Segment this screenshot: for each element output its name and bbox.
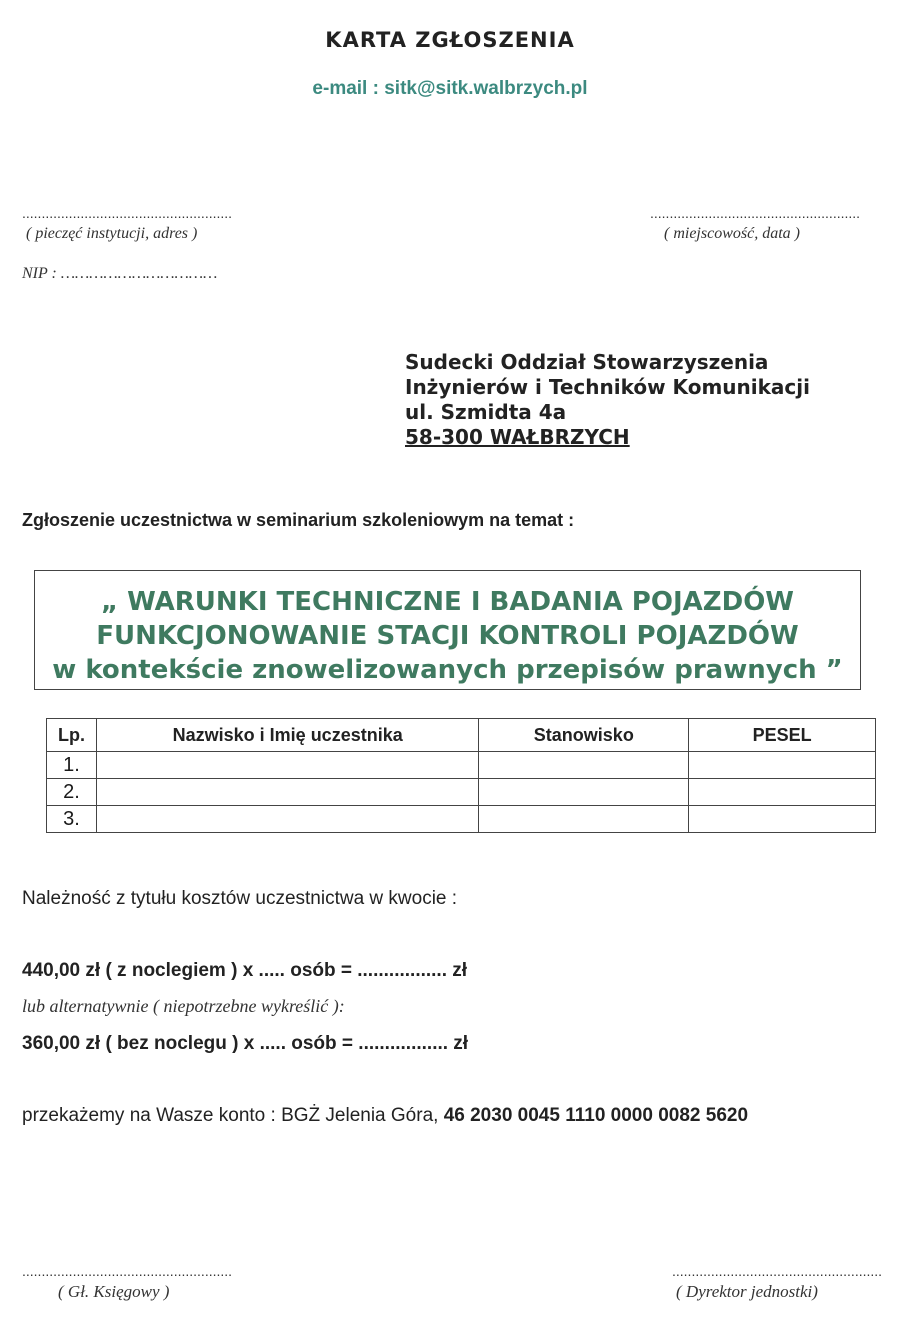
topic-line-3: w kontekście znowelizowanych przepisów prawnych ” — [52, 655, 843, 685]
participant-name-cell[interactable] — [96, 806, 478, 833]
col-header-name: Nazwisko i Imię uczestnika — [96, 719, 478, 752]
col-header-pesel: PESEL — [689, 719, 876, 752]
stamp-label: ( pieczęć instytucji, adres ) — [26, 225, 198, 242]
nip-dots: …………………………… — [60, 265, 218, 282]
accountant-signature-dots: ...................................................... — [22, 1263, 233, 1279]
director-signature-label: ( Dyrektor jednostki) — [676, 1282, 818, 1301]
email-line — [0, 78, 900, 100]
email-label: e-mail : — [312, 78, 379, 99]
form-title: KARTA ZGŁOSZENIA — [325, 28, 575, 52]
col-header-lp: Lp. — [47, 719, 97, 752]
participant-name-cell[interactable] — [96, 779, 478, 806]
cost-option-with-lodging: 440,00 zł ( z noclegiem ) x ..... osób = ................. zł — [22, 960, 468, 981]
row-number: 1. — [47, 752, 97, 779]
participant-pesel-cell[interactable] — [689, 779, 876, 806]
alternative-note: lub alternatywnie ( niepotrzebne wykreślić ): — [22, 996, 345, 1016]
stamp-dots: ...................................................... — [22, 205, 233, 221]
participant-position-cell[interactable] — [479, 806, 689, 833]
bank-account-number: 46 2030 0045 1110 0000 0082 5620 — [443, 1105, 749, 1126]
participant-position-cell[interactable] — [479, 752, 689, 779]
col-header-position: Stanowisko — [479, 719, 689, 752]
participant-name-cell[interactable] — [96, 752, 478, 779]
table-row — [47, 806, 876, 833]
topic-line-2: FUNKCJONOWANIE STACJI KONTROLI POJAZDÓW — [96, 621, 799, 651]
payment-text: przekażemy na Wasze konto : BGŻ Jelenia Góra, — [22, 1105, 444, 1126]
recipient-line-4: 58-300 WAŁBRZYCH — [405, 425, 630, 449]
nip-line — [22, 265, 217, 283]
table-row — [47, 779, 876, 806]
place-date-dots: ...................................................... — [650, 205, 861, 221]
recipient-line-2: Inżynierów i Techników Komunikacji — [405, 375, 810, 399]
participants-table — [46, 718, 876, 833]
table-header-row — [47, 719, 876, 752]
topic-line-1: „ WARUNKI TECHNICZNE I BADANIA POJAZDÓW — [101, 587, 794, 617]
recipient-line-1: Sudecki Oddział Stowarzyszenia — [405, 350, 769, 374]
participant-pesel-cell[interactable] — [689, 752, 876, 779]
costs-intro: Należność z tytułu kosztów uczestnictwa w kwocie : — [22, 888, 458, 909]
row-number: 3. — [47, 806, 97, 833]
nip-label: NIP : — [22, 265, 57, 282]
recipient-address — [405, 350, 810, 450]
payment-line — [22, 1105, 748, 1127]
cost-option-without-lodging: 360,00 zł ( bez noclegu ) x ..... osób = ................. zł — [22, 1033, 469, 1054]
accountant-signature-label: ( Gł. Księgowy ) — [58, 1282, 170, 1301]
place-date-label: ( miejscowość, data ) — [664, 225, 800, 242]
table-row — [47, 752, 876, 779]
recipient-line-3: ul. Szmidta 4a — [405, 400, 567, 424]
topic-intro: Zgłoszenie uczestnictwa w seminarium szkoleniowym na temat : — [22, 510, 575, 530]
participant-pesel-cell[interactable] — [689, 806, 876, 833]
row-number: 2. — [47, 779, 97, 806]
seminar-topic-box — [34, 570, 861, 690]
participant-position-cell[interactable] — [479, 779, 689, 806]
director-signature-dots: ...................................................... — [672, 1263, 883, 1279]
email-address[interactable]: sitk@sitk.walbrzych.pl — [384, 78, 588, 99]
